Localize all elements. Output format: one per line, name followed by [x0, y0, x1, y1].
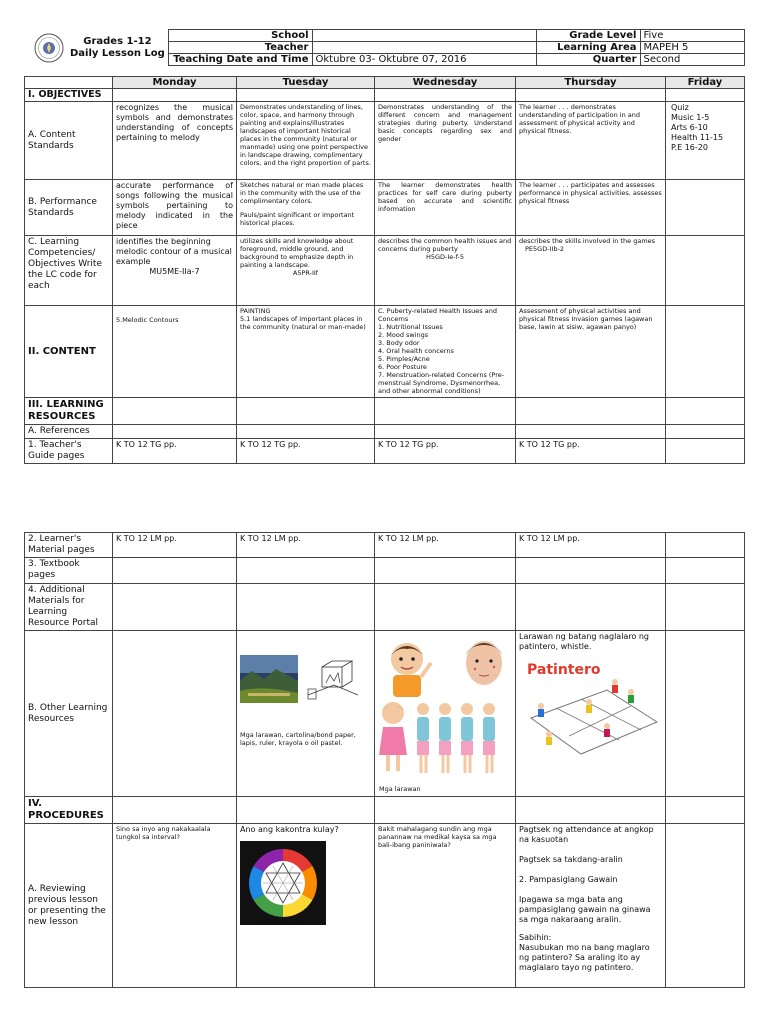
friday-quiz: Quiz Music 1-5 Arts 6-10 Health 11-15 P.E 16-20: [666, 102, 745, 180]
competencies-thursday: describes the skills involved in the games: [519, 237, 656, 245]
content-standards-label: A. Content Standards: [25, 102, 113, 180]
review-thursday-1: Pagtsek ng attendance at angkop na kasuotan: [519, 825, 654, 844]
objectives-title: I. OBJECTIVES: [25, 89, 113, 102]
grade-label: Grade Level: [536, 30, 640, 42]
day-friday: Friday: [666, 77, 745, 89]
performance-standards-label: B. Performance Standards: [25, 180, 113, 236]
competencies-monday-code: MU5ME-IIa-7: [149, 267, 200, 276]
content-standards-wednesday: Demonstrates understanding of the different concern and management strategies during puberty. Understand basic concepts regarding sex and gender: [375, 102, 516, 180]
grade-value: Five: [640, 30, 744, 42]
boy-cartoon-image: [377, 637, 437, 699]
lm-monday: K TO 12 LM pp.: [113, 533, 237, 558]
color-wheel-image: [240, 841, 326, 925]
quarter-label: Quarter: [536, 54, 640, 66]
area-value: MAPEH 5: [640, 42, 744, 54]
competencies-wednesday: describes the common health issues and concerns during puberty: [378, 237, 512, 253]
content-standards-monday: recognizes the musical symbols and demonstrates understanding of concepts pertaining to melody: [113, 102, 237, 180]
posture-girls-image: [377, 699, 513, 779]
lm-tuesday: K TO 12 LM pp.: [237, 533, 375, 558]
learners-material-label: 2. Learner's Material pages: [25, 533, 113, 558]
wednesday-resources-caption: Mga larawan: [379, 785, 421, 793]
competencies-tuesday-code: A5PR-IIf: [292, 269, 319, 277]
review-tuesday: Ano ang kakontra kulay?: [240, 825, 339, 834]
tg-wednesday: K TO 12 TG pp.: [375, 439, 516, 464]
day-header-row: [25, 77, 745, 89]
review-thursday-3: 2. Pampasiglang Gawain: [519, 875, 618, 884]
date-value: Oktubre 03- Oktubre 07, 2016: [312, 54, 536, 66]
deped-seal-logo: [34, 33, 64, 63]
performance-standards-thursday: The learner . . . participates and assesses performance in physical activities. assesses physical fitness: [516, 180, 666, 236]
teacher-label: Teacher: [168, 42, 312, 54]
content-monday: 5.Melodic Contours: [113, 306, 237, 398]
tg-tuesday: K TO 12 TG pp.: [237, 439, 375, 464]
competencies-thursday-code: PE5GD-IIb-2: [525, 245, 564, 253]
resources-label: III. LEARNING RESOURCES: [25, 398, 113, 425]
content-thursday: Assessment of physical activities and physical fitness Invasion games (agawan base, lawin at sisiw, agawan panyo): [516, 306, 666, 398]
patintero-title: Patintero: [527, 662, 601, 678]
teachers-guide-label: 1. Teacher's Guide pages: [25, 439, 113, 464]
review-monday: Sino sa inyo ang nakakaalala tungkol sa interval?: [113, 824, 237, 988]
competencies-wednesday-code: H5GD-Ie-f-5: [425, 253, 465, 261]
content-standards-thursday: The learner . . . demonstrates understanding of participation in and assessment of physical activity and physical fitness.: [516, 102, 666, 180]
teacher-value: [312, 42, 536, 54]
other-resources-label: B. Other Learning Resources: [25, 631, 113, 797]
content-wednesday: C. Puberty-related Health Issues and Concerns 1. Nutritional Issues 2. Mood swings 3. Body odor 4. Oral health concerns 5. Pimples/Acne 6. Poor Posture 7. Menstruation-related Concerns (Pre-menstrual Syndrome, Dysmenorrhea, and other abnormal conditions): [375, 306, 516, 398]
header-title-line2: Daily Lesson Log: [70, 47, 165, 59]
day-monday: Monday: [113, 77, 237, 89]
patintero-game-image: [519, 658, 659, 758]
competencies-tuesday: utilizes skills and knowledge about foreground, middle ground, and background to emphasize depth in painting a landscape.: [240, 237, 354, 269]
content-label: II. CONTENT: [25, 306, 113, 398]
date-label: Teaching Date and Time: [168, 54, 312, 66]
review-thursday-6: Nasubukan mo na bang maglaro ng patintero? Sa araling ito ay maglalaro tayo ng patintero.: [519, 943, 650, 972]
landscape-painting-image: [240, 655, 298, 703]
day-wednesday: Wednesday: [375, 77, 516, 89]
day-tuesday: Tuesday: [237, 77, 375, 89]
performance-standards-wednesday: The learner demonstrates health practices for self care during puberty based on accurate and scientific information: [375, 180, 516, 236]
performance-standards-monday: accurate performance of songs following the musical symbols pertaining to melody indicated in the piece: [113, 180, 237, 236]
school-label: School: [168, 30, 312, 42]
school-value: [312, 30, 536, 42]
procedures-label: IV. PROCEDURES: [25, 797, 113, 824]
quarter-value: Second: [640, 54, 744, 66]
tg-monday: K TO 12 TG pp.: [113, 439, 237, 464]
review-thursday-4: Ipagawa sa mga bata ang pampasiglang gawain na ginawa sa mga nakaraang aralin.: [519, 895, 651, 924]
performance-standards-tuesday: Sketches natural or man made places in the community with the use of the complimentary colors.: [240, 181, 364, 205]
references-label: A. References: [25, 425, 113, 439]
review-thursday-5: Sabihin:: [519, 933, 552, 942]
header-title-cell: [24, 30, 168, 66]
textbook-label: 3. Textbook pages: [25, 558, 113, 584]
thursday-resources-caption: Larawan ng batang naglalaro ng patintero, whistle.: [519, 632, 650, 651]
tuesday-resources-caption: Mga larawan, cartolina/bond paper, lapis, ruler, krayola o oil pastel.: [240, 731, 356, 747]
area-label: Learning Area: [536, 42, 640, 54]
content-standards-tuesday: Demonstrates understanding of lines, color, space, and harmony through painting and explains/illustrates landscapes of important historical places in the community (natural or manmade) using one point perspective in landscape drawing, complimentary colors, and the right proportion of parts.: [237, 102, 375, 180]
lesson-table-bottom: [24, 532, 745, 988]
teen-face-image: [453, 635, 515, 687]
lm-thursday: K TO 12 LM pp.: [516, 533, 666, 558]
perspective-drawing-image: [304, 655, 362, 705]
review-thursday-2: Pagtsek sa takdang-aralin: [519, 855, 623, 864]
lesson-table-top: [24, 76, 745, 464]
performance-standards-tuesday-2: Pauls/paint significant or important historical places.: [240, 211, 355, 227]
review-label: A. Reviewing previous lesson or presenting the new lesson: [25, 824, 113, 988]
competencies-label: C. Learning Competencies/ Objectives Write the LC code for each: [25, 236, 113, 306]
content-tuesday: PAINTING 5.1 landscapes of important places in the community (natural or man-made): [237, 306, 375, 398]
tg-thursday: K TO 12 TG pp.: [516, 439, 666, 464]
day-thursday: Thursday: [516, 77, 666, 89]
header-title-line1: Grades 1-12: [83, 35, 152, 47]
additional-materials-label: 4. Additional Materials for Learning Resource Portal: [25, 584, 113, 631]
lm-wednesday: K TO 12 LM pp.: [375, 533, 516, 558]
competencies-monday: identifies the beginning melodic contour of a musical example: [116, 237, 232, 266]
review-wednesday: Bakit mahalagang sundin ang mga panannaw na medikal kaysa sa mga bali-ibang paniniwala?: [375, 824, 516, 988]
header-table: [24, 29, 745, 66]
